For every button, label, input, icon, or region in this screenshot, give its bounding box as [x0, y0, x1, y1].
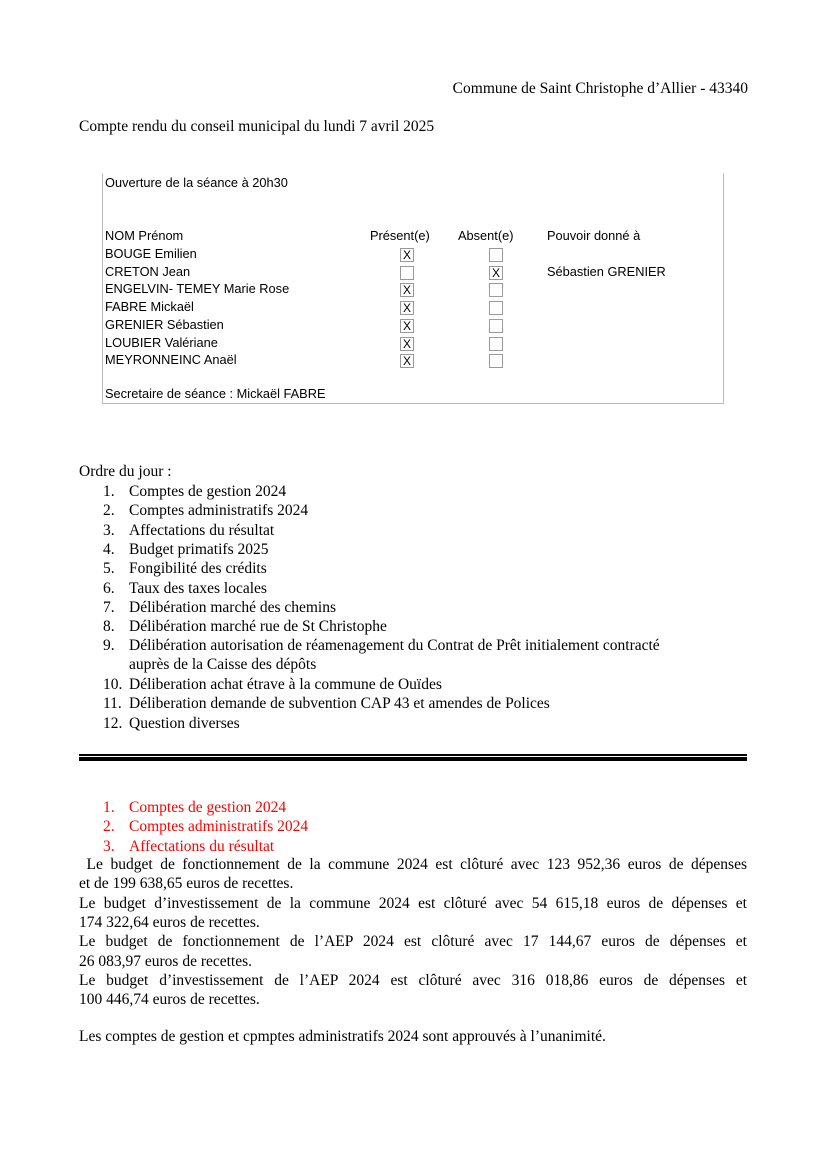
absent-checkbox[interactable] [489, 248, 503, 262]
agenda-item-number: 7. [103, 598, 115, 616]
proxy-name: Sébastien GRENIER [547, 263, 666, 279]
document-title: Compte rendu du conseil municipal du lundi 7 avril 2025 [79, 118, 435, 135]
opening-time: Ouverture de la séance à 20h30 [105, 175, 288, 190]
agenda-item-text: Taux des taxes locales [129, 579, 267, 597]
secretary: Secretaire de séance : Mickaël FABRE [105, 386, 326, 401]
agenda-item-text: Délibération marché des chemins [129, 598, 337, 616]
absent-checkbox[interactable] [489, 283, 503, 297]
present-checkbox[interactable]: X [400, 319, 414, 333]
agenda-item-number: 6. [103, 579, 115, 597]
budget-paragraph-line: Le budget de fonctionnement de l’AEP 2024 est clôturé avec 17 144,67 euros de dépenses et [79, 933, 747, 951]
agenda-item-text: Question diverses [129, 714, 240, 732]
budget-paragraph-line: 100 446,74 euros de recettes. [79, 991, 260, 1009]
agenda-item-number: 9. [103, 637, 115, 655]
budget-paragraph-line: 174 322,64 euros de recettes. [79, 913, 260, 931]
column-header-proxy: Pouvoir donné à [547, 228, 641, 243]
agenda-item-text: Déliberation demande de subvention CAP 43 et amendes de Polices [129, 695, 550, 713]
budget-paragraph-line: Le budget de fonctionnement de la commune 2024 est clôturé avec 123 952,36 euros de dépenses [79, 856, 747, 873]
absent-checkbox[interactable]: X [489, 266, 503, 280]
section-heading-number: 2. [103, 818, 115, 836]
agenda-item-number: 8. [103, 618, 115, 636]
attendance-table [102, 173, 724, 404]
agenda-title: Ordre du jour : [79, 463, 172, 480]
present-checkbox[interactable]: X [400, 354, 414, 368]
agenda-item-number: 12. [103, 714, 123, 732]
section-heading-text: Comptes administratifs 2024 [129, 818, 309, 836]
agenda-item-text: Délibération marché rue de St Christophe [129, 618, 387, 636]
budget-paragraph-line: et de 199 638,65 euros de recettes. [79, 875, 294, 893]
agenda-item-number: 10. [103, 675, 123, 693]
agenda-item-text: Comptes de gestion 2024 [129, 483, 287, 500]
commune-header: Commune de Saint Christophe d’Allier - 43340 [452, 80, 748, 97]
agenda-item-text: Délibération autorisation de réamenagement du Contrat de Prêt initialement contracté [129, 637, 660, 655]
column-header-present: Présent(e) [370, 228, 430, 243]
member-name: MEYRONNEINC Anaël [105, 352, 237, 368]
section-heading-text: Comptes de gestion 2024 [129, 799, 287, 816]
present-checkbox[interactable]: X [400, 248, 414, 262]
agenda-item-text: Comptes administratifs 2024 [129, 502, 309, 520]
budget-paragraph-line: Le budget d’investissement de la commune 2024 est clôturé avec 54 615,18 euros de dépenses et [79, 894, 747, 912]
column-header-absent: Absent(e) [458, 228, 514, 243]
present-checkbox[interactable]: X [400, 337, 414, 351]
section-heading-number: 1. [103, 799, 115, 816]
present-checkbox[interactable]: X [400, 301, 414, 315]
separator-thick [79, 757, 747, 761]
agenda-item-text: Déliberation achat étrave à la commune de Ouïdes [129, 675, 442, 693]
absent-checkbox[interactable] [489, 337, 503, 351]
member-name: CRETON Jean [105, 263, 191, 279]
absent-checkbox[interactable] [489, 301, 503, 315]
budget-paragraph-line: 26 083,97 euros de recettes. [79, 952, 253, 970]
member-name: BOUGE Emilien [105, 246, 197, 261]
member-name: ENGELVIN- TEMEY Marie Rose [105, 281, 290, 297]
agenda-item-number: 1. [103, 483, 115, 500]
column-header-name: NOM Prénom [105, 228, 184, 243]
agenda-item-text: Fongibilité des crédits [129, 560, 267, 578]
section-heading-number: 3. [103, 837, 115, 855]
present-checkbox[interactable]: X [400, 283, 414, 297]
absent-checkbox[interactable] [489, 319, 503, 333]
agenda-item-text-continued: auprès de la Caisse des dépôts [129, 656, 317, 674]
section-heading-text: Affectations du résultat [129, 837, 275, 855]
budget-paragraph-line: Le budget d’investissement de l’AEP 2024 est clôturé avec 316 018,86 euros de dépenses et [79, 971, 747, 989]
present-checkbox[interactable] [400, 266, 414, 280]
agenda-item-text: Affectations du résultat [129, 521, 275, 539]
absent-checkbox[interactable] [489, 354, 503, 368]
agenda-item-number: 11. [103, 695, 122, 713]
conclusion: Les comptes de gestion et cpmptes administratifs 2024 sont approuvés à l’unanimité. [79, 1028, 606, 1045]
agenda-item-number: 3. [103, 521, 115, 539]
agenda-item-number: 2. [103, 502, 115, 520]
agenda-item-number: 4. [103, 540, 115, 558]
member-name: FABRE Mickaël [105, 299, 194, 315]
agenda-item-text: Budget primatifs 2025 [129, 540, 269, 558]
separator-thin [79, 754, 747, 756]
member-name: GRENIER Sébastien [105, 316, 224, 332]
agenda-item-number: 5. [103, 560, 115, 578]
member-name: LOUBIER Valériane [105, 334, 218, 350]
